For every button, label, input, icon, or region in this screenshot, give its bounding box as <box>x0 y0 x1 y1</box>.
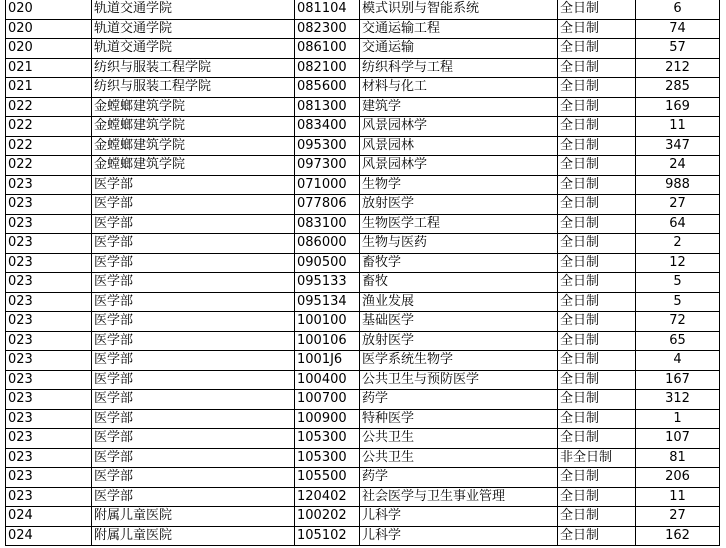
major-code-cell: 1001J6 <box>295 351 360 371</box>
study-mode-cell: 全日制 <box>558 370 636 390</box>
study-mode-cell: 全日制 <box>558 331 636 351</box>
study-mode-cell: 全日制 <box>558 253 636 273</box>
study-mode-cell: 全日制 <box>558 429 636 449</box>
college-name-cell: 金螳螂建筑学院 <box>92 156 295 176</box>
table-row <box>6 429 720 449</box>
major-name-cell: 交通运输 <box>360 39 558 59</box>
quota-cell: 11 <box>636 117 720 137</box>
table-row <box>6 507 720 527</box>
college-code-cell: 023 <box>6 175 92 195</box>
college-name-cell: 轨道交通学院 <box>92 0 295 19</box>
major-name-cell: 儿科学 <box>360 526 558 546</box>
quota-cell: 347 <box>636 136 720 156</box>
college-name-cell: 金螳螂建筑学院 <box>92 136 295 156</box>
quota-cell: 167 <box>636 370 720 390</box>
table-row <box>6 409 720 429</box>
quota-cell: 206 <box>636 468 720 488</box>
major-name-cell: 药学 <box>360 390 558 410</box>
major-name-cell: 医学系统生物学 <box>360 351 558 371</box>
college-code-cell: 023 <box>6 273 92 293</box>
study-mode-cell: 全日制 <box>558 117 636 137</box>
major-code-cell: 086100 <box>295 39 360 59</box>
major-name-cell: 公共卫生与预防医学 <box>360 370 558 390</box>
major-code-cell: 081104 <box>295 0 360 19</box>
major-code-cell: 081300 <box>295 97 360 117</box>
study-mode-cell: 全日制 <box>558 39 636 59</box>
major-name-cell: 药学 <box>360 468 558 488</box>
quota-cell: 11 <box>636 487 720 507</box>
major-code-cell: 100400 <box>295 370 360 390</box>
major-code-cell: 120402 <box>295 487 360 507</box>
major-code-cell: 100900 <box>295 409 360 429</box>
enrollment-table <box>5 0 720 546</box>
study-mode-cell: 全日制 <box>558 58 636 78</box>
major-code-cell: 100106 <box>295 331 360 351</box>
major-code-cell: 095133 <box>295 273 360 293</box>
study-mode-cell: 全日制 <box>558 175 636 195</box>
college-name-cell: 金螳螂建筑学院 <box>92 97 295 117</box>
table-row <box>6 526 720 546</box>
study-mode-cell: 全日制 <box>558 312 636 332</box>
quota-cell: 312 <box>636 390 720 410</box>
major-name-cell: 材料与化工 <box>360 78 558 98</box>
college-code-cell: 023 <box>6 312 92 332</box>
major-name-cell: 模式识别与智能系统 <box>360 0 558 19</box>
quota-cell: 74 <box>636 19 720 39</box>
study-mode-cell: 全日制 <box>558 390 636 410</box>
major-name-cell: 儿科学 <box>360 507 558 527</box>
study-mode-cell: 全日制 <box>558 0 636 19</box>
table-row <box>6 292 720 312</box>
college-code-cell: 020 <box>6 39 92 59</box>
major-name-cell: 放射医学 <box>360 195 558 215</box>
study-mode-cell: 全日制 <box>558 234 636 254</box>
college-code-cell: 023 <box>6 409 92 429</box>
college-name-cell: 医学部 <box>92 195 295 215</box>
college-name-cell: 医学部 <box>92 487 295 507</box>
major-code-cell: 082100 <box>295 58 360 78</box>
college-name-cell: 轨道交通学院 <box>92 19 295 39</box>
college-name-cell: 医学部 <box>92 351 295 371</box>
table-row <box>6 487 720 507</box>
table-row <box>6 175 720 195</box>
quota-cell: 81 <box>636 448 720 468</box>
college-code-cell: 023 <box>6 370 92 390</box>
major-code-cell: 105500 <box>295 468 360 488</box>
college-code-cell: 021 <box>6 78 92 98</box>
study-mode-cell: 全日制 <box>558 136 636 156</box>
major-name-cell: 渔业发展 <box>360 292 558 312</box>
study-mode-cell: 全日制 <box>558 292 636 312</box>
college-code-cell: 023 <box>6 253 92 273</box>
major-code-cell: 095300 <box>295 136 360 156</box>
college-code-cell: 023 <box>6 487 92 507</box>
study-mode-cell: 全日制 <box>558 156 636 176</box>
quota-cell: 5 <box>636 273 720 293</box>
quota-cell: 27 <box>636 507 720 527</box>
major-name-cell: 交通运输工程 <box>360 19 558 39</box>
quota-cell: 24 <box>636 156 720 176</box>
major-code-cell: 100202 <box>295 507 360 527</box>
college-name-cell: 医学部 <box>92 234 295 254</box>
quota-cell: 285 <box>636 78 720 98</box>
table-row <box>6 468 720 488</box>
college-code-cell: 020 <box>6 0 92 19</box>
table-row <box>6 136 720 156</box>
quota-cell: 72 <box>636 312 720 332</box>
major-name-cell: 建筑学 <box>360 97 558 117</box>
college-code-cell: 023 <box>6 468 92 488</box>
college-code-cell: 023 <box>6 195 92 215</box>
quota-cell: 64 <box>636 214 720 234</box>
study-mode-cell: 全日制 <box>558 526 636 546</box>
college-code-cell: 023 <box>6 448 92 468</box>
major-name-cell: 公共卫生 <box>360 429 558 449</box>
table-row <box>6 370 720 390</box>
quota-cell: 5 <box>636 292 720 312</box>
enrollment-table-container <box>5 0 719 546</box>
table-body <box>6 0 720 546</box>
major-code-cell: 105300 <box>295 448 360 468</box>
college-name-cell: 纺织与服装工程学院 <box>92 78 295 98</box>
college-name-cell: 医学部 <box>92 175 295 195</box>
college-code-cell: 024 <box>6 507 92 527</box>
table-row <box>6 273 720 293</box>
college-name-cell: 医学部 <box>92 390 295 410</box>
major-name-cell: 生物与医药 <box>360 234 558 254</box>
table-row <box>6 39 720 59</box>
college-code-cell: 024 <box>6 526 92 546</box>
study-mode-cell: 非全日制 <box>558 448 636 468</box>
study-mode-cell: 全日制 <box>558 507 636 527</box>
major-code-cell: 090500 <box>295 253 360 273</box>
college-code-cell: 020 <box>6 19 92 39</box>
college-name-cell: 医学部 <box>92 214 295 234</box>
college-name-cell: 医学部 <box>92 409 295 429</box>
college-name-cell: 附属儿童医院 <box>92 526 295 546</box>
major-name-cell: 风景园林学 <box>360 156 558 176</box>
table-row <box>6 214 720 234</box>
major-code-cell: 077806 <box>295 195 360 215</box>
college-name-cell: 轨道交通学院 <box>92 39 295 59</box>
quota-cell: 2 <box>636 234 720 254</box>
major-code-cell: 095134 <box>295 292 360 312</box>
quota-cell: 212 <box>636 58 720 78</box>
college-name-cell: 医学部 <box>92 292 295 312</box>
study-mode-cell: 全日制 <box>558 214 636 234</box>
table-row <box>6 78 720 98</box>
college-name-cell: 医学部 <box>92 331 295 351</box>
college-code-cell: 022 <box>6 97 92 117</box>
college-code-cell: 023 <box>6 351 92 371</box>
table-row <box>6 331 720 351</box>
major-name-cell: 畜牧 <box>360 273 558 293</box>
major-code-cell: 083400 <box>295 117 360 137</box>
quota-cell: 107 <box>636 429 720 449</box>
quota-cell: 65 <box>636 331 720 351</box>
major-name-cell: 特种医学 <box>360 409 558 429</box>
table-row <box>6 312 720 332</box>
table-row <box>6 0 720 19</box>
college-code-cell: 023 <box>6 292 92 312</box>
table-row <box>6 390 720 410</box>
major-code-cell: 085600 <box>295 78 360 98</box>
major-name-cell: 风景园林 <box>360 136 558 156</box>
study-mode-cell: 全日制 <box>558 97 636 117</box>
college-code-cell: 023 <box>6 429 92 449</box>
college-code-cell: 023 <box>6 331 92 351</box>
quota-cell: 57 <box>636 39 720 59</box>
major-name-cell: 纺织科学与工程 <box>360 58 558 78</box>
major-name-cell: 公共卫生 <box>360 448 558 468</box>
quota-cell: 27 <box>636 195 720 215</box>
table-row <box>6 351 720 371</box>
table-row <box>6 195 720 215</box>
college-name-cell: 医学部 <box>92 370 295 390</box>
major-code-cell: 097300 <box>295 156 360 176</box>
study-mode-cell: 全日制 <box>558 19 636 39</box>
major-name-cell: 风景园林学 <box>360 117 558 137</box>
college-code-cell: 022 <box>6 136 92 156</box>
college-name-cell: 医学部 <box>92 429 295 449</box>
quota-cell: 4 <box>636 351 720 371</box>
table-row <box>6 58 720 78</box>
table-row <box>6 156 720 176</box>
study-mode-cell: 全日制 <box>558 195 636 215</box>
college-name-cell: 附属儿童医院 <box>92 507 295 527</box>
major-name-cell: 放射医学 <box>360 331 558 351</box>
quota-cell: 6 <box>636 0 720 19</box>
college-name-cell: 医学部 <box>92 273 295 293</box>
college-code-cell: 022 <box>6 156 92 176</box>
table-row <box>6 234 720 254</box>
major-code-cell: 082300 <box>295 19 360 39</box>
table-row <box>6 448 720 468</box>
study-mode-cell: 全日制 <box>558 409 636 429</box>
major-name-cell: 基础医学 <box>360 312 558 332</box>
major-code-cell: 100700 <box>295 390 360 410</box>
college-code-cell: 022 <box>6 117 92 137</box>
table-row <box>6 117 720 137</box>
quota-cell: 162 <box>636 526 720 546</box>
major-name-cell: 生物学 <box>360 175 558 195</box>
college-name-cell: 纺织与服装工程学院 <box>92 58 295 78</box>
table-row <box>6 97 720 117</box>
college-name-cell: 医学部 <box>92 312 295 332</box>
major-code-cell: 105102 <box>295 526 360 546</box>
major-code-cell: 071000 <box>295 175 360 195</box>
table-row <box>6 253 720 273</box>
college-code-cell: 023 <box>6 234 92 254</box>
study-mode-cell: 全日制 <box>558 487 636 507</box>
major-code-cell: 105300 <box>295 429 360 449</box>
college-name-cell: 医学部 <box>92 448 295 468</box>
major-name-cell: 生物医学工程 <box>360 214 558 234</box>
study-mode-cell: 全日制 <box>558 351 636 371</box>
major-name-cell: 社会医学与卫生事业管理 <box>360 487 558 507</box>
study-mode-cell: 全日制 <box>558 273 636 293</box>
college-code-cell: 021 <box>6 58 92 78</box>
college-name-cell: 医学部 <box>92 253 295 273</box>
major-code-cell: 086000 <box>295 234 360 254</box>
college-code-cell: 023 <box>6 214 92 234</box>
study-mode-cell: 全日制 <box>558 78 636 98</box>
college-name-cell: 金螳螂建筑学院 <box>92 117 295 137</box>
quota-cell: 988 <box>636 175 720 195</box>
quota-cell: 12 <box>636 253 720 273</box>
quota-cell: 169 <box>636 97 720 117</box>
major-name-cell: 畜牧学 <box>360 253 558 273</box>
study-mode-cell: 全日制 <box>558 468 636 488</box>
quota-cell: 1 <box>636 409 720 429</box>
major-code-cell: 083100 <box>295 214 360 234</box>
college-code-cell: 023 <box>6 390 92 410</box>
table-row <box>6 19 720 39</box>
college-name-cell: 医学部 <box>92 468 295 488</box>
major-code-cell: 100100 <box>295 312 360 332</box>
